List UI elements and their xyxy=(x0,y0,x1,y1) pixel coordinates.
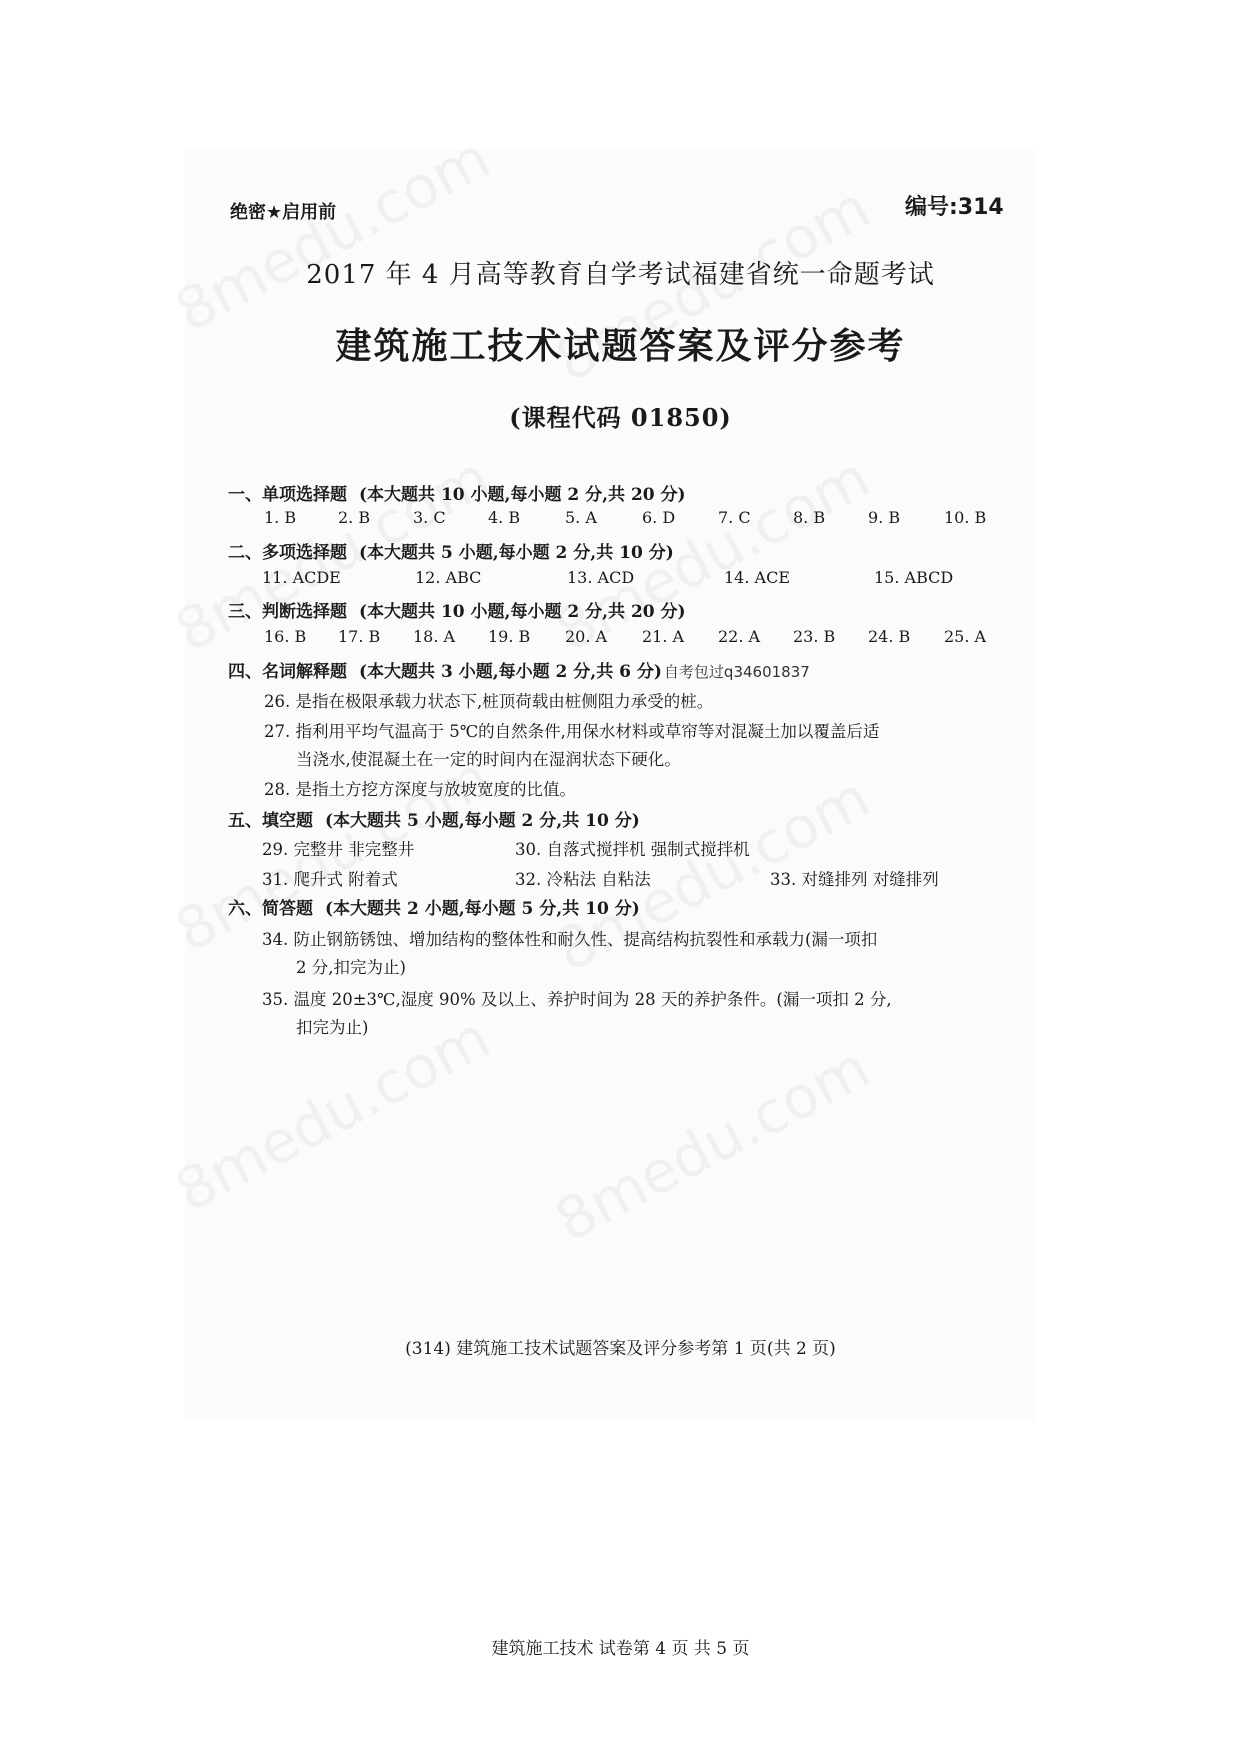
answer-17: 17. B xyxy=(338,627,381,646)
section-note: (本大题共 5 小题,每小题 2 分,共 10 分) xyxy=(359,543,674,563)
scan-page-footer: (314) 建筑施工技术试题答案及评分参考第 1 页(共 2 页) xyxy=(405,1339,836,1359)
answer-34-line-2: 2 分,扣完为止) xyxy=(296,958,406,977)
section-2-heading xyxy=(228,538,674,563)
answer-21: 21. A xyxy=(642,627,685,646)
answer-4: 4. B xyxy=(488,508,521,527)
answer-7: 7. C xyxy=(718,508,751,527)
answer-15: 15. ABCD xyxy=(874,568,954,587)
section-note: (本大题共 5 小题,每小题 2 分,共 10 分) xyxy=(325,811,640,831)
answer-25: 25. A xyxy=(944,627,987,646)
answer-12: 12. ABC xyxy=(415,568,482,587)
page-footer: 建筑施工技术 试卷第 4 页 共 5 页 xyxy=(491,1639,750,1659)
qq-contact: 自考包过q34601837 xyxy=(663,663,810,681)
answer-13: 13. ACD xyxy=(567,568,635,587)
answer-32: 32. 冷粘法 自粘法 xyxy=(515,870,651,889)
section-note: (本大题共 3 小题,每小题 2 分,共 6 分) xyxy=(359,662,662,682)
answer-18: 18. A xyxy=(413,627,456,646)
answer-24: 24. B xyxy=(868,627,911,646)
course-code: (课程代码 01850) xyxy=(509,403,732,432)
answer-35-line-2: 扣完为止) xyxy=(296,1018,369,1037)
section-note: (本大题共 10 小题,每小题 2 分,共 20 分) xyxy=(359,602,686,622)
answer-27-line-1: 27. 指利用平均气温高于 5℃的自然条件,用保水材料或草帘等对混凝土加以覆盖后适 xyxy=(264,722,880,741)
answer-23: 23. B xyxy=(793,627,836,646)
confidential-label: 绝密★启用前 xyxy=(230,202,337,223)
section-title: 三、判断选择题 xyxy=(228,602,347,622)
answer-8: 8. B xyxy=(793,508,826,527)
section-title: 一、单项选择题 xyxy=(228,485,347,505)
answer-29: 29. 完整井 非完整井 xyxy=(262,840,415,859)
answer-14: 14. ACE xyxy=(724,568,791,587)
answer-34-line-1: 34. 防止钢筋锈蚀、增加结构的整体性和耐久性、提高结构抗裂性和承载力(漏一项扣 xyxy=(262,930,878,949)
exam-subtitle: 2017 年 4 月高等教育自学考试福建省统一命题考试 xyxy=(306,260,935,290)
answer-22: 22. A xyxy=(718,627,761,646)
section-6-heading xyxy=(228,894,640,919)
answer-3: 3. C xyxy=(413,508,446,527)
answer-30: 30. 自落式搅拌机 强制式搅拌机 xyxy=(515,840,750,859)
answer-31: 31. 爬升式 附着式 xyxy=(262,870,398,889)
answer-5: 5. A xyxy=(565,508,597,527)
answer-28: 28. 是指土方挖方深度与放坡宽度的比值。 xyxy=(264,780,576,799)
section-5-heading xyxy=(228,806,640,831)
section-note: (本大题共 2 小题,每小题 5 分,共 10 分) xyxy=(325,899,640,919)
section-note: (本大题共 10 小题,每小题 2 分,共 20 分) xyxy=(359,485,686,505)
document-number: 编号:314 xyxy=(905,195,1004,220)
answer-2: 2. B xyxy=(338,508,371,527)
section-title: 二、多项选择题 xyxy=(228,543,347,563)
answer-33: 33. 对缝排列 对缝排列 xyxy=(770,870,939,889)
answer-35-line-1: 35. 温度 20±3℃,湿度 90% 及以上、养护时间为 28 天的养护条件。(漏一项扣 2 分, xyxy=(262,990,892,1009)
section-4-heading xyxy=(228,657,810,682)
document-title: 建筑施工技术试题答案及评分参考 xyxy=(335,325,906,367)
answer-6: 6. D xyxy=(642,508,676,527)
section-title: 四、名词解释题 xyxy=(228,662,347,682)
answer-26: 26. 是指在极限承载力状态下,桩顶荷载由桩侧阻力承受的桩。 xyxy=(264,692,714,711)
answer-9: 9. B xyxy=(868,508,901,527)
section-title: 六、简答题 xyxy=(228,899,313,919)
section-title: 五、填空题 xyxy=(228,811,313,831)
answer-19: 19. B xyxy=(488,627,531,646)
answer-16: 16. B xyxy=(264,627,307,646)
section-3-heading xyxy=(228,597,686,622)
answer-11: 11. ACDE xyxy=(262,568,341,587)
answer-1: 1. B xyxy=(264,508,297,527)
answer-20: 20. A xyxy=(565,627,608,646)
answer-10: 10. B xyxy=(944,508,987,527)
section-1-heading xyxy=(228,480,686,505)
answer-27-line-2: 当浇水,使混凝土在一定的时间内在湿润状态下硬化。 xyxy=(296,750,681,769)
